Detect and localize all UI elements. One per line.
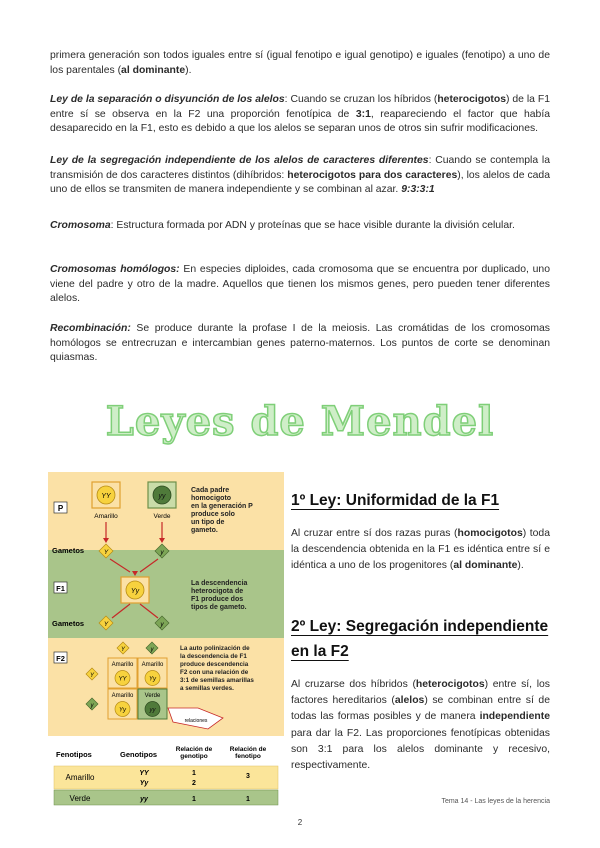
svg-text:tipos de gameto.: tipos de gameto. xyxy=(191,604,247,611)
gamete-Y-label: Y xyxy=(103,621,109,628)
svg-text:3:1 de semillas amarillas: 3:1 de semillas amarillas xyxy=(180,677,254,684)
gamete-y-label: y xyxy=(160,621,164,628)
svg-text:3: 3 xyxy=(246,773,250,780)
gen-p-label: P xyxy=(57,504,64,513)
parent-green-label: Verde xyxy=(153,513,171,520)
parent-green-genotype: yy xyxy=(158,493,166,500)
svg-text:Verde: Verde xyxy=(144,693,161,699)
svg-text:Amarillo: Amarillo xyxy=(65,773,95,782)
f1-genotype: Yy xyxy=(130,588,140,595)
paragraph-law-segregation: Ley de la segregación independiente de los alelos de caracteres diferentes: Cuando se contempla la transmisión de dos caracteres distintos (dihíbridos: heterocigotos para dos caracteres), los alelos de cada uno de ellos se transmiten de manera independiente y se combinan al azar. 9:3:3:1 xyxy=(50,155,550,196)
gametes-label-p: Gametos xyxy=(52,546,85,555)
paragraph-recombination: Recombinación: Se produce durante la profase I de la meiosis. Las cromátidas de los cromosomas homólogos se entrecruzan e intercambian genes paterno-maternos. Los puntos de corte se denominan quiasmas. xyxy=(50,323,550,364)
law2-text: Al cruzarse dos híbridos (heterocigotos) entre sí, los factores hereditarios (alelos) se combinan entre sí de todas las formas posibles y de manera independiente para dar la F2. Las proporciones fenotípicas obtenidas son 3:1 para los alelos dominante y recesivo, respectivamente. xyxy=(291,679,550,772)
punnett-square xyxy=(108,658,167,719)
paragraph-f1-summary: primera generación son todos iguales entre sí (igual fenotipo e igual genotipo) e iguales (fenotipo) a uno de los parentales (al dominante). xyxy=(50,50,550,76)
svg-text:Cada padre: Cada padre xyxy=(191,487,230,494)
law1-heading: 1º Ley: Uniformidad de la F1 xyxy=(291,492,500,509)
svg-text:Genotipos: Genotipos xyxy=(120,750,158,759)
svg-text:Amarillo: Amarillo xyxy=(111,693,134,699)
gamete-y-label: y xyxy=(90,703,94,709)
svg-text:yy: yy xyxy=(149,707,156,714)
svg-text:Fenotipos: Fenotipos xyxy=(56,750,92,759)
gamete-y-label: y xyxy=(160,549,164,556)
parent-yellow-genotype: YY xyxy=(101,493,111,500)
svg-text:Amarillo: Amarillo xyxy=(141,662,164,668)
gamete-Y-label: Y xyxy=(120,647,126,653)
svg-text:1: 1 xyxy=(246,796,250,803)
svg-text:YY: YY xyxy=(139,770,149,777)
svg-text:1: 1 xyxy=(192,770,196,777)
gamete-Y-label: Y xyxy=(89,673,95,679)
footer: Tema 14 - Las leyes de la herencia xyxy=(441,798,550,805)
paragraph-law-separation: Ley de la separación o disyunción de los alelos: Cuando se cruzan los híbridos (heterocigotos) de la F1 entre sí se observa en la F2 una proporción fenotípica de 3:1, reapareciendo el factor que había desaparecido en la F1, esto es debido a que los alelos se separan unos de otros sin sufrir modificaciones. xyxy=(50,94,550,135)
svg-text:fenotipo: fenotipo xyxy=(235,753,261,760)
svg-text:Amarillo: Amarillo xyxy=(111,662,134,668)
paragraph-chromosome: Cromosoma: Estructura formada por ADN y proteínas que se hace visible durante la división celular. xyxy=(50,220,515,231)
svg-text:gameto.: gameto. xyxy=(191,527,218,534)
svg-text:Yy: Yy xyxy=(139,780,149,787)
svg-text:un tipo de: un tipo de xyxy=(191,519,225,526)
svg-text:F1 produce dos: F1 produce dos xyxy=(191,596,244,603)
svg-text:produce descendencia: produce descendencia xyxy=(180,661,249,668)
svg-text:La auto polinización de: La auto polinización de xyxy=(180,645,250,652)
header-relacion-genotipo: Relación de xyxy=(175,746,213,753)
page-number: 2 xyxy=(297,818,303,827)
gametes-label-f1: Gametos xyxy=(52,619,85,628)
law1-text: Al cruzar entre sí dos razas puras (homocigotos) toda la descendencia obtenida en la F1 es idéntica entre sí e idéntica a uno de los progenitores (al dominante). xyxy=(291,528,550,572)
svg-text:yy: yy xyxy=(140,796,148,803)
parent-yellow-label: Amarillo xyxy=(94,513,118,520)
note-f1 xyxy=(191,580,248,611)
svg-text:a semillas verdes.: a semillas verdes. xyxy=(180,685,234,692)
gen-f2-label: F2 xyxy=(56,654,65,663)
svg-text:en la generación P: en la generación P xyxy=(191,503,253,510)
paragraph-homologous: Cromosomas homólogos: En especies diploides, cada cromosoma que se encuentra por duplicado, uno viene del padre y otro de la madre. Aquellos que tienen los mismos genes, pero pueden tener diferentes alelos. xyxy=(50,264,550,305)
gen-f1-label: F1 xyxy=(56,584,65,593)
svg-text:1: 1 xyxy=(192,796,196,803)
svg-text:F2 con una relación de: F2 con una relación de xyxy=(180,669,249,676)
mendel-cross-figure xyxy=(48,472,284,810)
law2-heading: 2º Ley: Segregación independiente en la F2 xyxy=(291,618,549,660)
gamete-Y-label: Y xyxy=(103,549,109,556)
relaciones-label: relaciones xyxy=(184,718,208,724)
svg-text:genotipo: genotipo xyxy=(180,753,208,760)
gamete-y-label: y xyxy=(150,647,154,653)
section-title: Leyes de Mendel xyxy=(105,398,495,445)
svg-text:2: 2 xyxy=(192,780,196,787)
svg-text:La descendencia: La descendencia xyxy=(191,580,248,587)
svg-text:Verde: Verde xyxy=(69,794,91,803)
header-relacion-fenotipo: Relación de xyxy=(229,746,267,753)
svg-text:Yy: Yy xyxy=(118,707,127,714)
svg-text:heterocigota de: heterocigota de xyxy=(191,588,244,595)
svg-text:Yy: Yy xyxy=(148,676,157,683)
svg-text:la descendencia de F1: la descendencia de F1 xyxy=(180,653,247,660)
svg-text:homocigoto: homocigoto xyxy=(191,495,232,502)
svg-text:YY: YY xyxy=(118,676,127,683)
svg-text:produce solo: produce solo xyxy=(191,511,235,518)
